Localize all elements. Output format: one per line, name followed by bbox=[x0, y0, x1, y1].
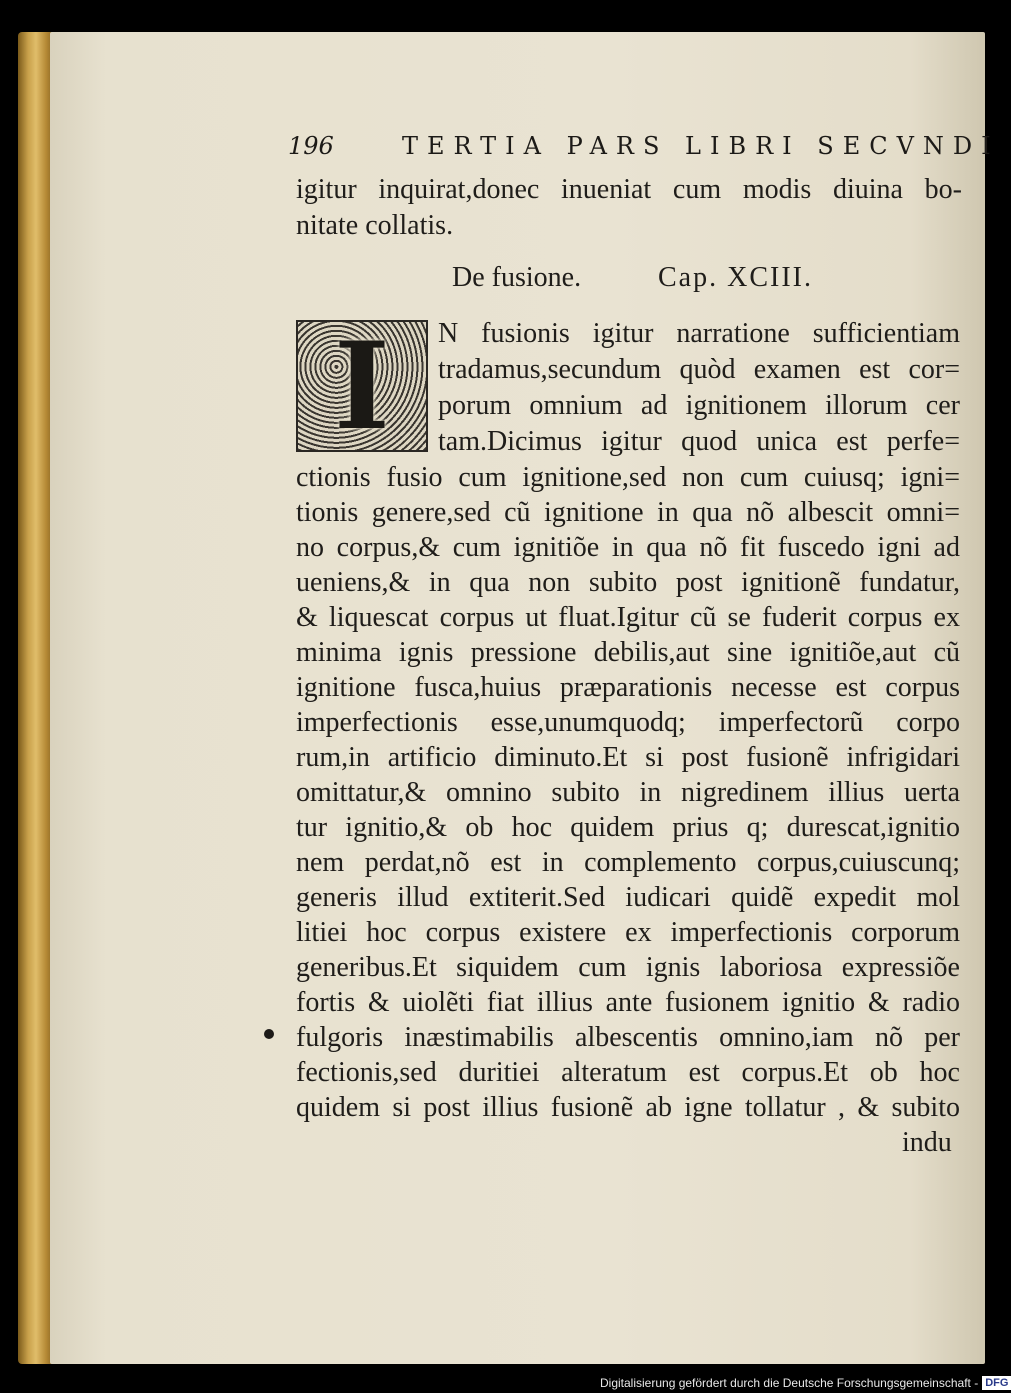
text-line: porum omnium ad ignitionem illorum cer bbox=[438, 390, 960, 421]
text-line: litiei hoc corpus existere ex imperfectionis corporum bbox=[296, 917, 960, 948]
text-line: ctionis fusio cum ignitione,sed non cum cuiusq; igni= bbox=[296, 462, 960, 493]
footer-credit bbox=[600, 1374, 1009, 1392]
text-line: tam.Dicimus igitur quod unica est perfe= bbox=[438, 426, 960, 457]
text-line: nem perdat,nõ est in complemento corpus,cuiuscunq; bbox=[296, 847, 960, 878]
text-line: generis illud extiterit.Sed iudicari quidẽ expedit mol bbox=[296, 882, 960, 913]
decorated-initial bbox=[296, 315, 428, 457]
text-line: tradamus,secundum quòd examen est cor= bbox=[438, 354, 960, 385]
text-line: fortis & uiolẽti fiat illius ante fusionem ignitio & radio bbox=[296, 987, 960, 1018]
footer-text: Digitalisierung gefördert durch die Deutsche Forschungsgemeinschaft - bbox=[600, 1376, 979, 1390]
running-head bbox=[288, 132, 1000, 168]
text-line: quidem si post illius fusionẽ ab igne tollatur , & subito bbox=[296, 1092, 960, 1123]
text-line: omittatur,& omnino subito in nigredinem illius uerta bbox=[296, 777, 960, 808]
text-line: rum,in artificio diminuto.Et si post fusionẽ infrigidari bbox=[296, 742, 960, 773]
initial-letter: I bbox=[333, 315, 391, 457]
text-line: tionis genere,sed cũ ignitione in qua nõ albescit omni= bbox=[296, 497, 960, 528]
dfg-logo: DFG bbox=[982, 1376, 1011, 1390]
text-line: fulgoris inæstimabilis albescentis omnino,iam nõ per bbox=[296, 1022, 960, 1053]
text-line: ignitione fusca,huius præparationis necesse est corpus bbox=[296, 672, 960, 703]
text-line: generibus.Et siquidem cum ignis laboriosa expressiõe bbox=[296, 952, 960, 983]
chapter-title: De fusione. bbox=[452, 262, 582, 293]
text-line: no corpus,& cum ignitiõe in qua nõ fit fuscedo igni ad bbox=[296, 532, 960, 563]
text-line: nitate collatis. bbox=[296, 210, 454, 241]
text-line: & liquescat corpus ut fluat.Igitur cũ se fuderit corpus ex bbox=[296, 602, 960, 633]
chapter-heading bbox=[452, 262, 822, 298]
running-title: TERTIA PARS LIBRI SECVNDI bbox=[402, 132, 1000, 160]
page-number: 196 bbox=[288, 132, 334, 160]
text-line: fectionis,sed duritiei alteratum est corpus.Et ob hoc bbox=[296, 1057, 960, 1088]
text-line: minima ignis pressione debilis,aut sine ignitiõe,aut cũ bbox=[296, 637, 960, 668]
text-line: imperfectionis esse,unumquodq; imperfectorũ corpo bbox=[296, 707, 960, 738]
chapter-number: Cap. XCIII. bbox=[658, 262, 813, 293]
margin-mark bbox=[264, 1029, 274, 1039]
text-line: N fusionis igitur narratione sufficientiam bbox=[438, 318, 960, 349]
text-line: tur ignitio,& ob hoc quidem prius q; durescat,ignitio bbox=[296, 812, 960, 843]
catchword: indu bbox=[902, 1127, 952, 1158]
text-line: ueniens,& in qua non subito post ignitionẽ fundatur, bbox=[296, 567, 960, 598]
text-line: igitur inquirat,donec inueniat cum modis diuina bo- bbox=[296, 174, 962, 205]
